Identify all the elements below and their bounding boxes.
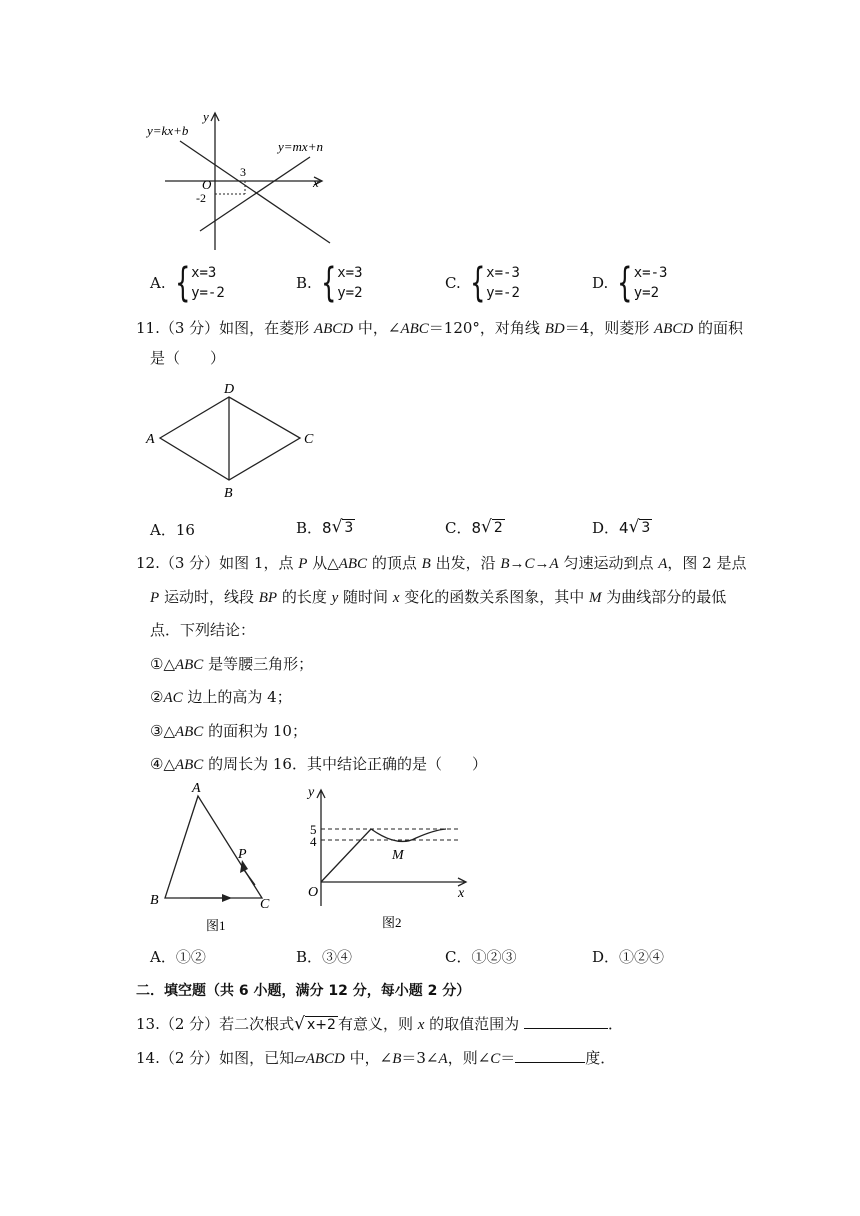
- q10-option-d[interactable]: D. { x=-3 y=2: [592, 260, 668, 306]
- x-axis-label: x: [313, 175, 319, 190]
- q10-graph: [140, 105, 350, 255]
- q11-option-d[interactable]: D． 4 √ 3: [592, 517, 651, 537]
- svg-text:M: M: [392, 848, 404, 863]
- q12-stem-line2: P 运动时，线段 BP 的长度 y 随时间 x 变化的函数关系图象，其中 M 为曲线部分的最低: [150, 588, 727, 606]
- q12-stem-line3: 点．下列结论：: [150, 621, 256, 639]
- svg-text:A: A: [146, 432, 155, 447]
- svg-text:B: B: [224, 486, 233, 501]
- q12-conclusion-1: ①△ABC 是等腰三角形；: [150, 655, 314, 673]
- svg-text:4: 4: [310, 834, 317, 849]
- q10-option-c[interactable]: C. { x=-3 y=-2: [445, 260, 520, 306]
- svg-text:B: B: [150, 893, 159, 908]
- q11-stem-line1: 11.（3 分）如图，在菱形 ABCD 中，∠ABC＝120°，对角线 BD＝4，则菱形 ABCD 的面积: [136, 319, 743, 337]
- svg-text:C: C: [260, 897, 270, 912]
- q11-option-a[interactable]: A．16: [150, 521, 195, 539]
- q11-stem-line2: 是（ ）: [150, 349, 226, 367]
- y-axis-label: y: [203, 109, 209, 124]
- q14-answer-blank[interactable]: [515, 1048, 585, 1063]
- section-2-heading: 二．填空题（共 6 小题，满分 12 分，每小题 2 分）: [136, 983, 471, 999]
- q14-stem: 14.（2 分）如图，已知▱ABCD 中，∠B＝3∠A，则∠C＝ 度．: [136, 1049, 616, 1067]
- q12-conclusion-4: ④△ABC 的周长为 16．其中结论正确的是（ ）: [150, 755, 487, 773]
- q10-option-a[interactable]: A. { x=3 y=-2: [150, 260, 225, 306]
- q12-option-c[interactable]: C．①②③: [445, 948, 517, 966]
- q12-figure-1: [140, 782, 290, 937]
- origin-label: O: [202, 177, 212, 192]
- svg-text:P: P: [238, 847, 247, 862]
- q12-conclusion-2: ②AC 边上的高为 4；: [150, 688, 292, 706]
- q12-option-a[interactable]: A．①②: [150, 948, 206, 966]
- svg-text:图1: 图1: [206, 918, 226, 933]
- svg-text:O: O: [308, 885, 319, 900]
- q12-option-b[interactable]: B．③④: [296, 948, 353, 966]
- svg-text:5: 5: [310, 822, 317, 837]
- q13-stem: 13.（2 分）若二次根式 √ x+2 有意义，则 x 的取值范围为 ．: [136, 1014, 623, 1034]
- svg-text:A: A: [192, 782, 201, 796]
- label-mx-n: y=mx+n: [278, 139, 323, 154]
- q13-answer-blank[interactable]: [524, 1014, 608, 1029]
- svg-text:C: C: [304, 432, 314, 447]
- svg-text:y: y: [308, 785, 315, 800]
- svg-text:x: x: [458, 886, 465, 901]
- q10-option-b[interactable]: B. { x=3 y=2: [296, 260, 363, 306]
- q12-figure-2: [298, 782, 478, 937]
- svg-text:D: D: [224, 382, 235, 397]
- svg-text:图2: 图2: [382, 915, 402, 930]
- tick-3-label: 3: [240, 165, 246, 179]
- q11-option-c[interactable]: C． 8 √ 2: [445, 517, 503, 537]
- label-kx-b: y=kx+b: [147, 123, 189, 138]
- q12-option-d[interactable]: D．①②④: [592, 948, 665, 966]
- q11-option-b[interactable]: B． 8 √ 3: [296, 517, 354, 537]
- q11-rhombus-figure: [140, 380, 330, 505]
- q12-conclusion-3: ③△ABC 的面积为 10；: [150, 722, 307, 740]
- tick-neg2-label: -2: [196, 191, 206, 205]
- q12-stem-line1: 12.（3 分）如图 1，点 P 从△ABC 的顶点 B 出发，沿 B→C→A 匀速运动到点 A，图 2 是点: [136, 554, 747, 572]
